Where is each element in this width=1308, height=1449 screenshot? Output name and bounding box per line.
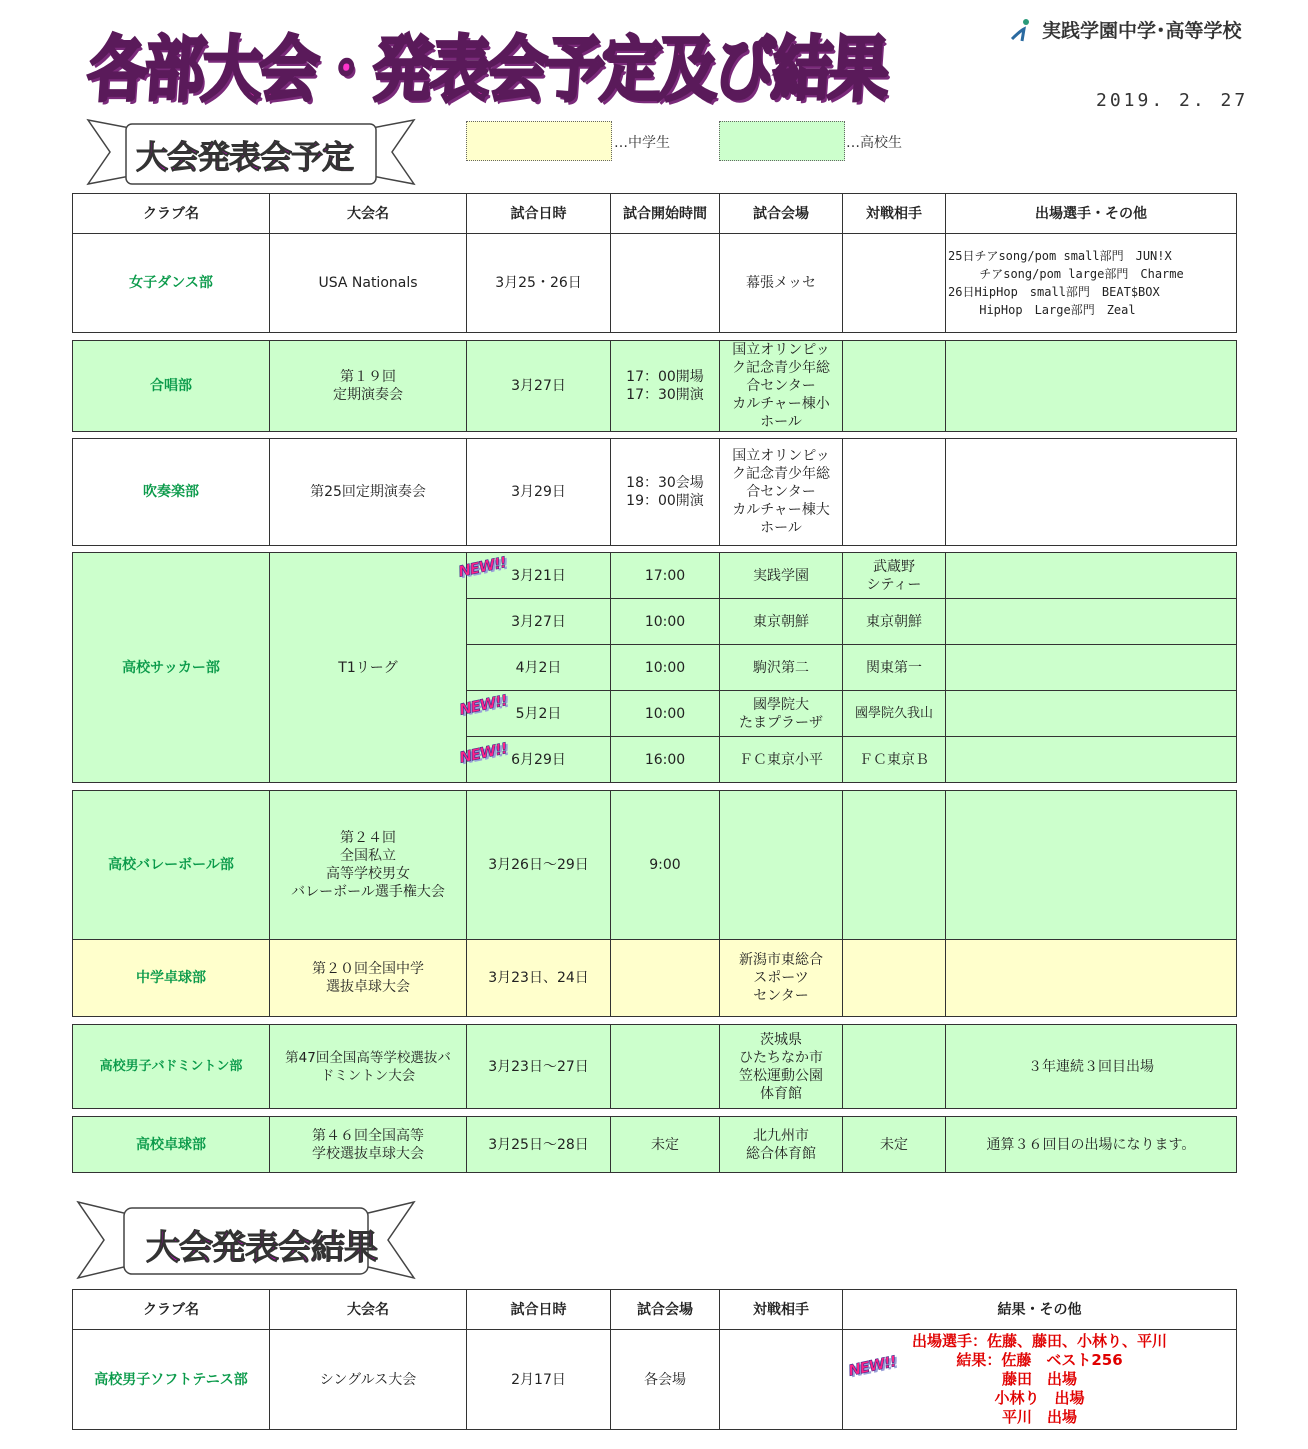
update-date: 2019. 2. 27 bbox=[1096, 90, 1249, 111]
opponent bbox=[720, 1330, 843, 1430]
event-line: 第２０回全国中学 bbox=[312, 961, 424, 977]
venue bbox=[720, 940, 843, 1017]
table-row bbox=[73, 1117, 1237, 1173]
col-venue: 試合会場 bbox=[611, 1290, 720, 1330]
new-badge: NEW!! bbox=[846, 1352, 898, 1380]
page-title: 各部大会・発表会予定及び結果 bbox=[85, 29, 889, 112]
notes bbox=[946, 599, 1237, 645]
event-name bbox=[270, 1117, 467, 1173]
opponent bbox=[843, 439, 946, 546]
col-date: 試合日時 bbox=[467, 194, 611, 234]
club-name: 吹奏楽部 bbox=[73, 439, 270, 546]
schedule-badminton bbox=[72, 1024, 1237, 1109]
result-line: 出場選手：佐藤、藤田、小林り、平川 bbox=[911, 1332, 1167, 1350]
start-time: 未定 bbox=[611, 1117, 720, 1173]
event-name: USA Nationals bbox=[270, 234, 467, 333]
result bbox=[843, 1330, 1237, 1430]
new-badge: NEW!! bbox=[456, 553, 508, 581]
schedule-banner bbox=[86, 118, 416, 188]
start-time: 9:00 bbox=[611, 791, 720, 940]
venue bbox=[720, 1025, 843, 1109]
club-name: 高校男子バドミントン部 bbox=[73, 1025, 270, 1109]
event-line: バレーボール選手権大会 bbox=[291, 884, 445, 900]
venue-line: カルチャー棟小 bbox=[732, 396, 830, 412]
col-club: クラブ名 bbox=[73, 194, 270, 234]
event-line: 第１９回 bbox=[340, 369, 396, 385]
notes bbox=[946, 341, 1237, 432]
opponent: ＦＣ東京Ｂ bbox=[843, 737, 946, 783]
event-name bbox=[270, 940, 467, 1017]
venue bbox=[720, 1117, 843, 1173]
club-name: 合唱部 bbox=[73, 341, 270, 432]
opponent bbox=[843, 553, 946, 599]
results-table bbox=[72, 1289, 1237, 1430]
col-date: 試合日時 bbox=[467, 1290, 611, 1330]
result-line: 平川 出場 bbox=[1001, 1408, 1077, 1426]
col-opponent: 対戦相手 bbox=[843, 194, 946, 234]
event-name bbox=[270, 1025, 467, 1109]
opponent: 國學院久我山 bbox=[843, 691, 946, 737]
note-line: 26日HipHop small部門 BEAT$BOX bbox=[948, 285, 1160, 299]
schedule-header bbox=[72, 193, 1237, 333]
legend-junior-swatch bbox=[466, 121, 612, 161]
results-banner bbox=[76, 1200, 416, 1280]
venue: 東京朝鮮 bbox=[720, 599, 843, 645]
venue-line: 体育館 bbox=[760, 1085, 802, 1102]
club-name: 高校サッカー部 bbox=[73, 553, 270, 783]
notes bbox=[946, 940, 1237, 1017]
venue-line: 合センター bbox=[746, 378, 816, 394]
event-line: ドミントン大会 bbox=[320, 1067, 416, 1084]
event-date: 3月23日～27日 bbox=[467, 1025, 611, 1109]
start-time bbox=[611, 1025, 720, 1109]
event-date: 3月29日 bbox=[467, 439, 611, 546]
opponent: 東京朝鮮 bbox=[843, 599, 946, 645]
notes bbox=[946, 234, 1237, 333]
notes: 通算３６回目の出場になります。 bbox=[946, 1117, 1237, 1173]
opponent: 関東第一 bbox=[843, 645, 946, 691]
col-venue: 試合会場 bbox=[720, 194, 843, 234]
event-date: 3月23日、24日 bbox=[467, 940, 611, 1017]
start-time bbox=[611, 341, 720, 432]
venue bbox=[720, 341, 843, 432]
col-start-time: 試合開始時間 bbox=[611, 194, 720, 234]
schedule-banner-text: 大会発表会予定 bbox=[136, 138, 354, 176]
venue bbox=[720, 439, 843, 546]
venue-line: 合センター bbox=[746, 484, 816, 500]
venue: 幕張メッセ bbox=[720, 234, 843, 333]
club-name: 中学卓球部 bbox=[73, 940, 270, 1017]
club-name: 女子ダンス部 bbox=[73, 234, 270, 333]
notes bbox=[946, 439, 1237, 546]
venue bbox=[720, 791, 843, 940]
legend-senior-swatch bbox=[719, 121, 845, 161]
start-time: 10:00 bbox=[611, 599, 720, 645]
venue-line: ホール bbox=[760, 414, 802, 430]
event-name bbox=[270, 341, 467, 432]
club-name: 高校男子ソフトテニス部 bbox=[73, 1330, 270, 1430]
event-line: 選抜卓球大会 bbox=[326, 979, 410, 995]
venue-line: スポーツ bbox=[753, 970, 809, 986]
venue-line: 笠松運動公園 bbox=[739, 1067, 823, 1084]
legend-junior-label: …中学生 bbox=[614, 135, 670, 151]
event-line: 全国私立 bbox=[340, 848, 396, 864]
event-line: 高等学校男女 bbox=[326, 866, 410, 882]
start-time: 16:00 bbox=[611, 737, 720, 783]
school-logo-icon bbox=[1010, 17, 1036, 43]
venue-line: 國學院大 bbox=[753, 696, 809, 713]
notes bbox=[946, 691, 1237, 737]
col-event: 大会名 bbox=[270, 194, 467, 234]
note-line: 25日チアsong/pom small部門 JUN!X bbox=[948, 249, 1172, 263]
venue-line: センター bbox=[753, 988, 809, 1004]
opponent-line: シティー bbox=[866, 576, 922, 593]
opponent bbox=[843, 341, 946, 432]
schedule-choir bbox=[72, 340, 1237, 432]
schedule-soccer bbox=[72, 552, 1237, 783]
venue: ＦＣ東京小平 bbox=[720, 737, 843, 783]
notes bbox=[946, 553, 1237, 599]
new-badge: NEW!! bbox=[457, 691, 509, 719]
table-row bbox=[73, 234, 1237, 333]
results-banner-text: 大会発表会結果 bbox=[146, 1228, 377, 1268]
table-row bbox=[73, 791, 1237, 940]
event-name: 第25回定期演奏会 bbox=[270, 439, 467, 546]
note-line: チアsong/pom large部門 Charme bbox=[948, 267, 1184, 281]
club-name: 高校バレーボール部 bbox=[73, 791, 270, 940]
event-date: 3月27日 bbox=[467, 341, 611, 432]
venue-line: 国立オリンピッ bbox=[732, 448, 830, 464]
venue: 実践学園 bbox=[720, 553, 843, 599]
event-line: 定期演奏会 bbox=[333, 387, 403, 403]
venue-line: ク記念青少年総 bbox=[732, 466, 830, 482]
venue-line: 総合体育館 bbox=[746, 1145, 816, 1162]
notes: ３年連続３回目出場 bbox=[946, 1025, 1237, 1109]
event-line: 第４６回全国高等 bbox=[312, 1127, 424, 1144]
venue-line: カルチャー棟大 bbox=[732, 502, 830, 518]
event-name: T1リーグ bbox=[270, 553, 467, 783]
venue-line: ホール bbox=[760, 520, 802, 536]
opponent-line: 武蔵野 bbox=[873, 558, 915, 575]
col-opponent: 対戦相手 bbox=[720, 1290, 843, 1330]
start-time: 10:00 bbox=[611, 691, 720, 737]
event-date: 3月25日～28日 bbox=[467, 1117, 611, 1173]
school-name: 実践学園中学･高等学校 bbox=[1042, 21, 1242, 42]
new-badge: NEW!! bbox=[457, 739, 509, 767]
event-line: 学校選抜卓球大会 bbox=[312, 1145, 424, 1162]
opponent bbox=[843, 1025, 946, 1109]
col-club: クラブ名 bbox=[73, 1290, 270, 1330]
start-time: 10:00 bbox=[611, 645, 720, 691]
venue: 駒沢第二 bbox=[720, 645, 843, 691]
event-date: 3月25・26日 bbox=[467, 234, 611, 333]
time-line: 17：30開演 bbox=[626, 387, 704, 403]
note-line: HipHop Large部門 Zeal bbox=[948, 303, 1136, 317]
col-result: 結果・その他 bbox=[843, 1290, 1237, 1330]
venue-line: 国立オリンピッ bbox=[732, 342, 830, 358]
venue-line: ひたちなか市 bbox=[739, 1049, 823, 1066]
venue bbox=[720, 691, 843, 737]
table-row bbox=[73, 553, 1237, 599]
opponent bbox=[843, 234, 946, 333]
venue-line: たまプラーザ bbox=[739, 714, 823, 731]
event-date: 3月21日 bbox=[467, 553, 611, 599]
event-date: 2月17日 bbox=[467, 1330, 611, 1430]
event-date: 3月26日～29日 bbox=[467, 791, 611, 940]
venue-line: 新潟市東総合 bbox=[739, 952, 823, 968]
opponent bbox=[843, 791, 946, 940]
event-date: 6月29日 bbox=[467, 737, 611, 783]
event-date: 3月27日 bbox=[467, 599, 611, 645]
time-line: 18：30会場 bbox=[626, 475, 704, 491]
start-time bbox=[611, 439, 720, 546]
venue: 各会場 bbox=[611, 1330, 720, 1430]
start-time: 17:00 bbox=[611, 553, 720, 599]
club-name: 高校卓球部 bbox=[73, 1117, 270, 1173]
event-name bbox=[270, 791, 467, 940]
venue-line: ク記念青少年総 bbox=[732, 360, 830, 376]
notes bbox=[946, 737, 1237, 783]
notes bbox=[946, 645, 1237, 691]
venue-line: 北九州市 bbox=[753, 1127, 809, 1144]
event-line: 第２４回 bbox=[340, 830, 396, 846]
opponent bbox=[843, 940, 946, 1017]
table-row bbox=[73, 940, 1237, 1017]
time-line: 19：00開演 bbox=[626, 493, 704, 509]
event-date: 4月2日 bbox=[467, 645, 611, 691]
table-row bbox=[73, 341, 1237, 432]
notes bbox=[946, 791, 1237, 940]
start-time bbox=[611, 234, 720, 333]
event-name: シングルス大会 bbox=[270, 1330, 467, 1430]
legend-senior-label: …高校生 bbox=[846, 135, 902, 151]
table-row bbox=[73, 1330, 1237, 1430]
venue-line: 茨城県 bbox=[760, 1031, 802, 1048]
col-event: 大会名 bbox=[270, 1290, 467, 1330]
schedule-band bbox=[72, 438, 1237, 546]
event-date: 5月2日 bbox=[467, 691, 611, 737]
start-time bbox=[611, 940, 720, 1017]
event-line: 第47回全国高等学校選抜バ bbox=[285, 1049, 451, 1066]
result-line: 結果：佐藤 ベスト256 bbox=[956, 1351, 1123, 1369]
time-line: 17：00開場 bbox=[626, 369, 704, 385]
opponent: 未定 bbox=[843, 1117, 946, 1173]
result-line: 藤田 出場 bbox=[1001, 1370, 1077, 1388]
table-row bbox=[73, 1025, 1237, 1109]
result-line: 小林り 出場 bbox=[994, 1389, 1085, 1407]
schedule-volley-jtt bbox=[72, 790, 1237, 1017]
table-row bbox=[73, 439, 1237, 546]
schedule-tt bbox=[72, 1116, 1237, 1173]
col-notes: 出場選手・その他 bbox=[946, 194, 1237, 234]
school-logo bbox=[1010, 16, 1242, 43]
